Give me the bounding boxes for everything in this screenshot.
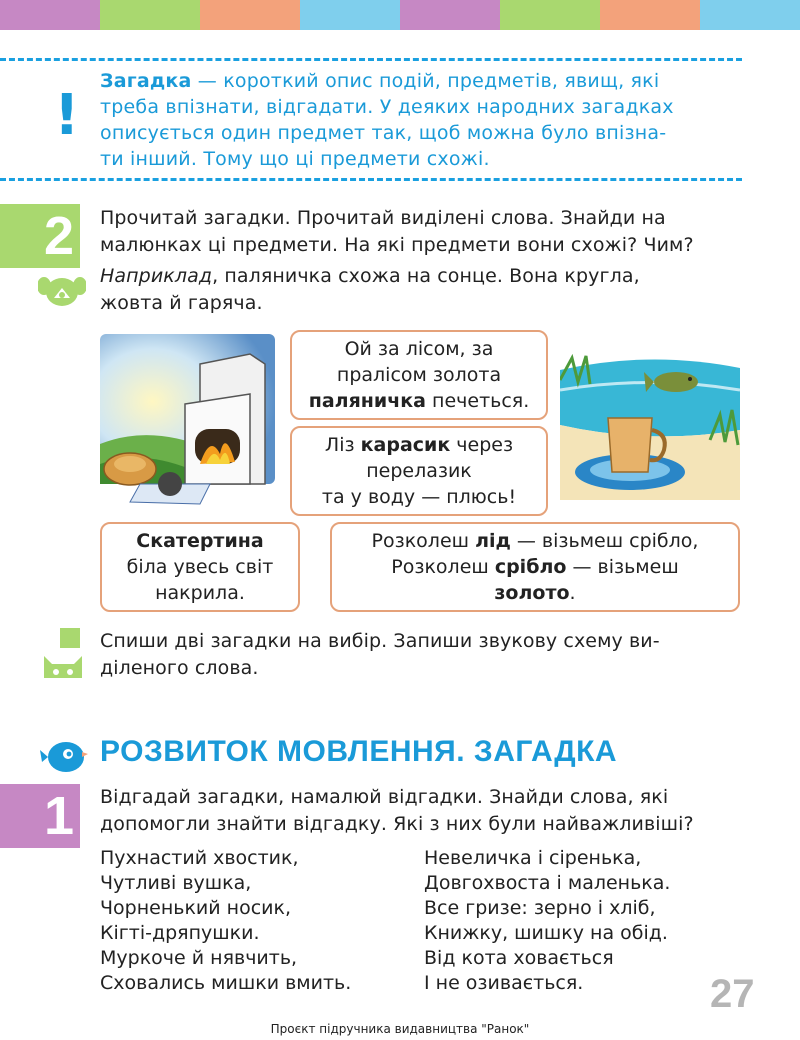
poem-line: Чутливі вушка, [100,872,252,894]
exclamation-icon: ! [54,83,80,148]
riddle-box-ice [330,522,740,612]
stripe [200,0,300,30]
riddle-line: пралісом золота [336,364,502,386]
rule-line: треба впізнати, відгадати. У деяких народних загадках [100,96,674,118]
poem-line: Чорненький носик, [100,897,292,919]
riddle-keyword: Скатертина [136,530,264,552]
poem-line: Сховались мишки вмить. [100,972,352,994]
section-title: РОЗВИТОК МОВЛЕННЯ. ЗАГАДКА [100,735,618,768]
riddle-line: Розколеш [371,530,476,552]
riddle-line: Ліз [324,434,361,456]
example-text: , паляничка схожа на сонце. Вона кругла, [212,265,640,287]
riddle-line: через [450,434,514,456]
rule-term: Загадка [100,70,192,92]
poem-line: Пухнастий хвостик, [100,847,299,869]
stripe [700,0,800,30]
stripe [400,0,500,30]
write-task-line: діленого слова. [100,657,259,679]
rule-line: описується один предмет так, щоб можна було впізна- [100,122,667,144]
riddle-box-fish [290,426,548,516]
riddle-box-bread [290,330,548,420]
poem-line: Книжку, шишку на обід. [424,922,668,944]
stripe [100,0,200,30]
task2-text [100,205,740,317]
riddle-keyword: лід [475,530,511,552]
rule-line: ти інший. Тому що ці предмети схожі. [100,148,490,170]
riddle-line: біла увесь світ [126,556,274,578]
rule-top-divider [0,58,742,61]
stripe [600,0,700,30]
stripe [300,0,400,30]
poem-line: Від кота ховається [424,947,614,969]
square-marker-icon [60,628,80,648]
bird-icon [40,738,88,774]
rule-definition [100,68,740,172]
riddle-box-snow [100,522,300,612]
poem-line: Муркоче й нявчить, [100,947,298,969]
cat-icon [42,650,84,680]
example-word: Наприклад [100,265,213,287]
riddle-line: перелазик [366,460,472,482]
rule-bottom-divider [0,178,742,181]
poem-line: Кігті-дряпушки. [100,922,260,944]
task-number-2: 2 [0,204,80,268]
riddle-keyword: паляничка [308,390,426,412]
task2-line: Прочитай загадки. Прочитай виділені слова. Знайди на [100,207,666,229]
task-number-1: 1 [0,784,80,848]
dog-icon [38,272,86,308]
riddle-line: та у воду — плюсь! [321,486,517,508]
riddle-line: накрила. [155,582,245,604]
write-task-text [100,628,740,682]
riddle-line: Ой за лісом, за [344,338,494,360]
write-task-line: Спиши дві загадки на вибір. Запиши звукову схему ви- [100,630,660,652]
riddle-keyword: карасик [360,434,451,456]
riddle-keyword: срібло [494,556,567,578]
riddle-line: — візьмеш [566,556,679,578]
riddle-poem-mouse [424,846,670,996]
rule-line: — короткий опис подій, предметів, явищ, які [191,70,660,92]
poem-line: І не озивається. [424,972,584,994]
task2-line: малюнках ці предмети. На які предмети вони схожі? Чим? [100,234,694,256]
page-number: 27 [710,972,755,1016]
riddle-poem-cat [100,846,351,996]
stove-illustration [100,334,275,512]
task1-text [100,784,740,838]
stripe [500,0,600,30]
riddle-line: печеться. [426,390,530,412]
task1-line: допомогли знайти відгадку. Які з них були найважливіші? [100,813,694,835]
riddle-line: . [569,582,576,604]
footer-credit: Проєкт підручника видавництва "Ранок" [270,1022,530,1036]
stripe [0,0,100,30]
poem-line: Все гризе: зерно і хліб, [424,897,656,919]
task1-line: Відгадай загадки, намалюй відгадки. Знайди слова, які [100,786,669,808]
poem-line: Довгохвоста і маленька. [424,872,671,894]
riddle-line: Розколеш [391,556,495,578]
riddle-line: — візьмеш срібло, [510,530,699,552]
riddle-keyword: золото [494,582,570,604]
poem-line: Невеличка і сіренька, [424,847,642,869]
example-text: жовта й гаряча. [100,292,263,314]
pond-illustration [560,350,740,500]
